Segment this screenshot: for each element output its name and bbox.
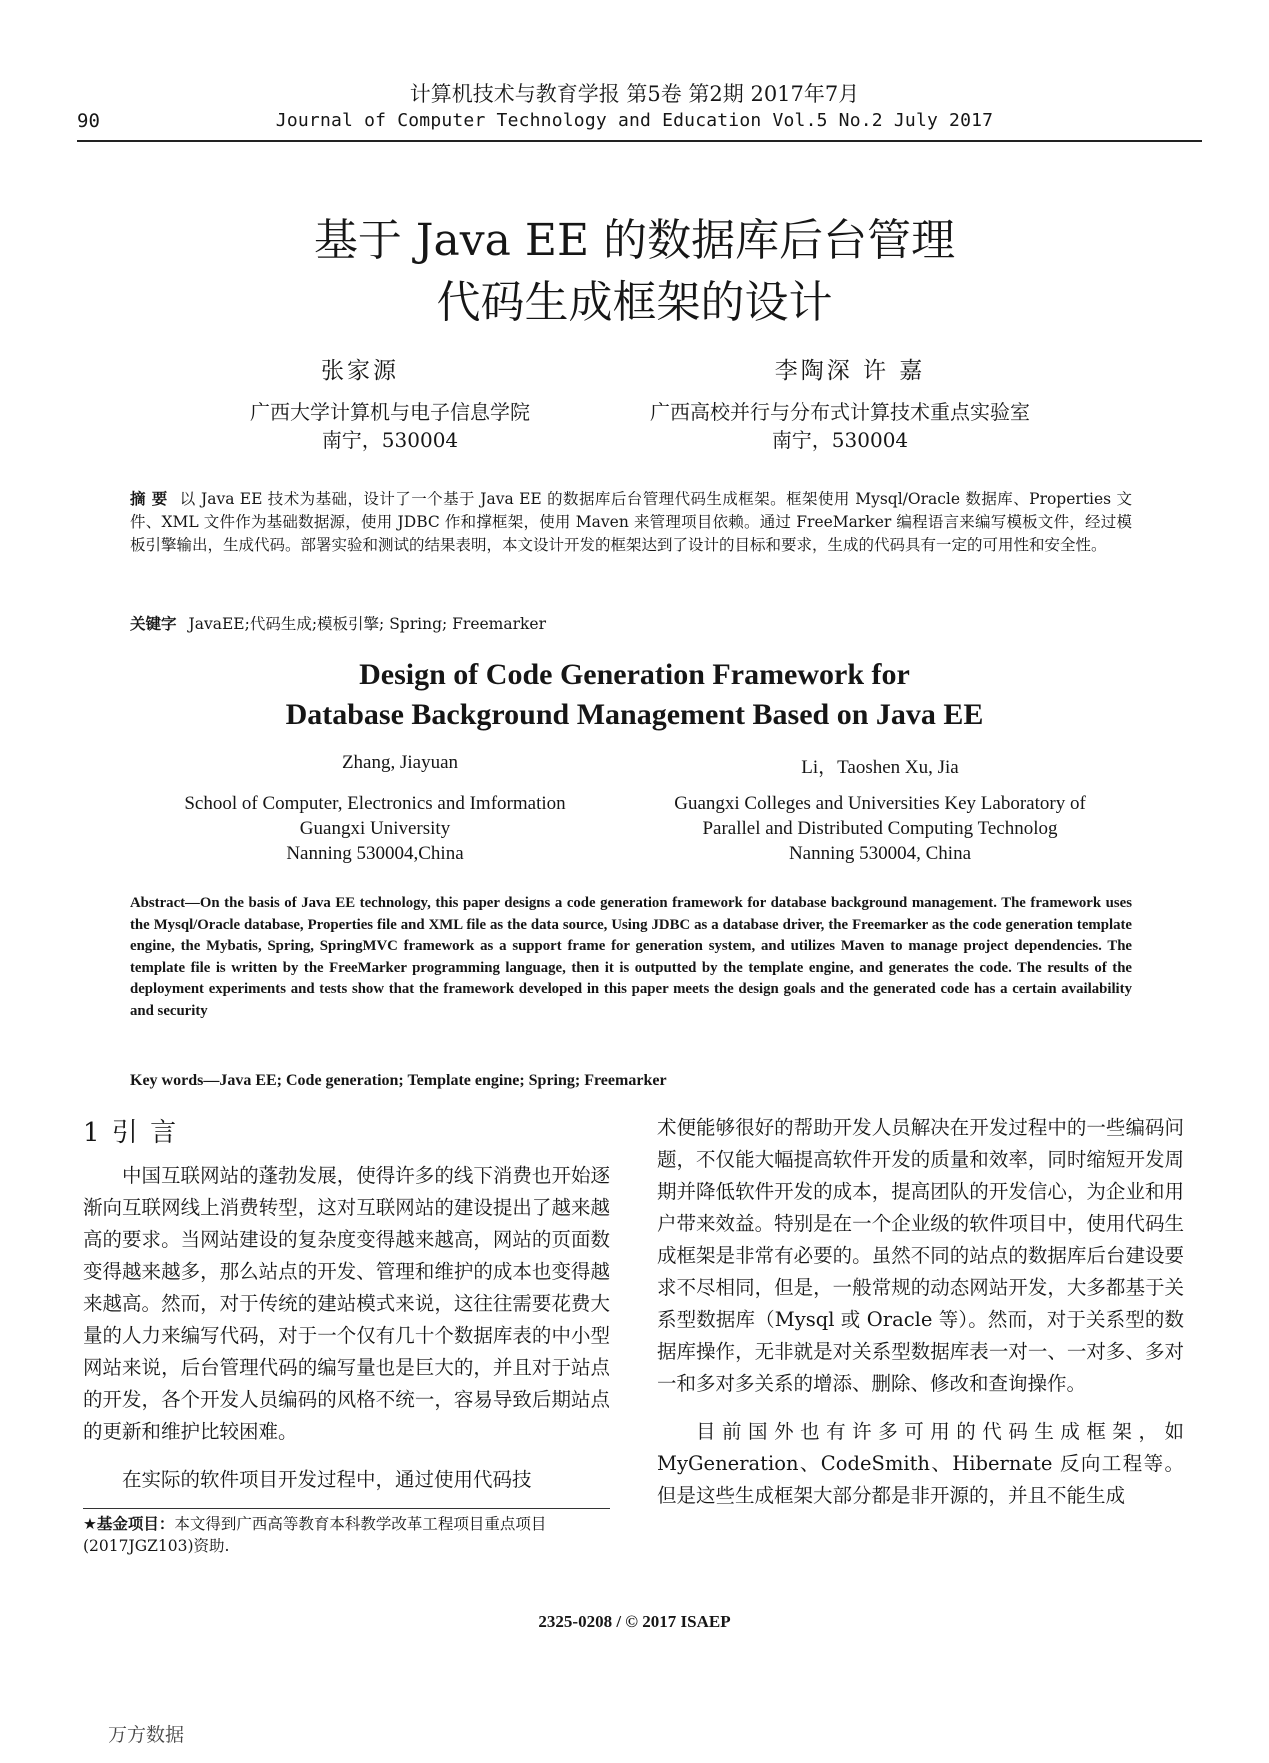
affiliation-en-left-line-3: Nanning 530004,China bbox=[286, 843, 464, 864]
abstract-cn bbox=[130, 488, 1132, 557]
affiliation-en-left-line-2: Guangxi University bbox=[299, 818, 451, 839]
author-cn-left: 张家源 bbox=[321, 358, 399, 384]
abstract-en: Abstract—On the basis of Java EE technology, this paper designs a code generation framework for database background management. The framework uses the Mysql/Oracle database, Properties file and XML file as the data source, Using JDBC as a database driver, the Freemarker as the code generation template engine, the Mybatis, Spring, SpringMVC framework as a support frame for generation system, and utilizes Maven to manage project dependencies. The template file is written by the FreeMarker programming language, then it is outputted by the template engine, and generates the code. The results of the deployment experiments and tests show that the framework developed in this paper meets the design goals and the generated code has a certain availability and security bbox=[130, 895, 1132, 1019]
paragraph: 目前国外也有许多可用的代码生成框架，如 MyGeneration、CodeSmith、Hibernate 反向工程等。但是这些生成框架大部分都是非开源的，并且不能生成 bbox=[657, 1420, 1184, 1507]
keywords-en: Key words—Java EE; Code generation; Template engine; Spring; Freemarker bbox=[130, 1072, 667, 1089]
journal-header-en: Journal of Computer Technology and Education Vol.5 No.2 July 2017 bbox=[275, 110, 994, 131]
author-en-left: Zhang, Jiayuan bbox=[341, 752, 459, 773]
affiliation-cn-right-line-1: 广西高校并行与分布式计算技术重点实验室 bbox=[650, 400, 1030, 424]
body-column-left bbox=[83, 1160, 610, 1496]
paragraph: 在实际的软件项目开发过程中，通过使用代码技 bbox=[122, 1468, 532, 1491]
paragraph: 术便能够很好的帮助开发人员解决在开发过程中的一些编码问题，不仅能大幅提高软件开发的质量和效率，同时缩短开发周期并降低软件开发的成本，提高团队的开发信心，为企业和用户带来效益。特别是在一个企业级的软件项目中，使用代码生成框架是非常有必要的。虽然不同的站点的数据库后台建设要求不尽相同，但是，一般常规的动态网站开发，大多都基于关系型数据库（Mysql 或 Oracle 等）。然而，对于关系型的数据库操作，无非就是对关系型数据库表一对一、一对多、多对一和多对多关系的增添、删除、修改和查询操作。 bbox=[657, 1116, 1184, 1395]
abstract-cn-label: 摘 要 bbox=[130, 490, 168, 508]
abstract-cn-text: 以 Java EE 技术为基础，设计了一个基于 Java EE 的数据库后台管理代码生成框架。框架使用 Mysql/Oracle 数据库、Properties 文件、XML 文件作为基础数据源，使用 JDBC 作和撑框架，使用 Maven 来管理项目依赖。通过 FreeMarker 编程语言来编写模板文件，经过模板引擎输出，生成代码。部署实验和测试的结果表明，本文设计开发的框架达到了设计的目标和要求，生成的代码具有一定的可用性和安全性。 bbox=[130, 490, 1132, 554]
author-cn-right: 李陶深 许 嘉 bbox=[774, 358, 926, 384]
keywords-cn bbox=[130, 612, 1132, 634]
title-cn-line-2: 代码生成框架的设计 bbox=[436, 277, 833, 328]
affiliation-en-left-line-1: School of Computer, Electronics and Imformation bbox=[184, 793, 566, 814]
affiliation-en-right bbox=[630, 791, 1130, 866]
keywords-cn-label: 关键字 bbox=[130, 615, 177, 633]
affiliation-en-right-line-3: Nanning 530004, China bbox=[788, 843, 972, 864]
footnote-label: ★基金项目： bbox=[83, 1515, 175, 1533]
title-cn-line-1: 基于 Java EE 的数据库后台管理 bbox=[313, 215, 956, 266]
affiliation-cn-left bbox=[200, 398, 580, 454]
affiliation-cn-right-line-2: 南宁，530004 bbox=[771, 428, 909, 452]
footnote-funding bbox=[83, 1513, 610, 1557]
section-heading-introduction: 1 引 言 bbox=[83, 1118, 179, 1148]
paper-title-cn bbox=[0, 210, 1269, 334]
paper-title-en bbox=[0, 655, 1269, 735]
affiliation-en-right-line-1: Guangxi Colleges and Universities Key Laboratory of bbox=[674, 793, 1086, 814]
affiliation-cn-left-line-2: 南宁，530004 bbox=[321, 428, 459, 452]
affiliation-en-left bbox=[140, 791, 610, 866]
page-number: 90 bbox=[77, 110, 100, 132]
title-en-line-2: Database Background Management Based on Java EE bbox=[285, 698, 984, 731]
footnote-rule bbox=[83, 1508, 610, 1509]
footer-issn: 2325-0208 / © 2017 ISAEP bbox=[538, 1612, 731, 1631]
body-column-right bbox=[657, 1112, 1184, 1512]
affiliation-en-right-line-2: Parallel and Distributed Computing Technolog bbox=[702, 818, 1058, 839]
keywords-cn-text: JavaEE;代码生成;模板引擎; Spring; Freemarker bbox=[188, 615, 546, 633]
footnote-text: 本文得到广西高等教育本科教学改革工程项目重点项目(2017JGZ103)资助. bbox=[83, 1515, 547, 1555]
header-rule bbox=[77, 140, 1202, 142]
title-en-line-1: Design of Code Generation Framework for bbox=[359, 658, 910, 691]
affiliation-cn-left-line-1: 广西大学计算机与电子信息学院 bbox=[250, 400, 530, 424]
author-en-right: Li，Taoshen Xu, Jia bbox=[801, 757, 959, 778]
paragraph: 中国互联网站的蓬勃发展，使得许多的线下消费也开始逐渐向互联网线上消费转型，这对互联网站的建设提出了越来越高的要求。当网站建设的复杂度变得越来越高，网站的页面数变得越来越多，那么站点的开发、管理和维护的成本也变得越来越高。然而，对于传统的建站模式来说，这往往需要花费大量的人力来编写代码，对于一个仅有几十个数据库表的中小型网站来说，后台管理代码的编写量也是巨大的，并且对于站点的开发，各个开发人员编码的风格不统一，容易导致后期站点的更新和维护比较困难。 bbox=[83, 1164, 610, 1443]
affiliation-cn-right bbox=[600, 398, 1080, 454]
journal-header-cn: 计算机技术与教育学报 第5卷 第2期 2017年7月 bbox=[409, 82, 860, 106]
watermark: 万方数据 bbox=[108, 1724, 185, 1746]
